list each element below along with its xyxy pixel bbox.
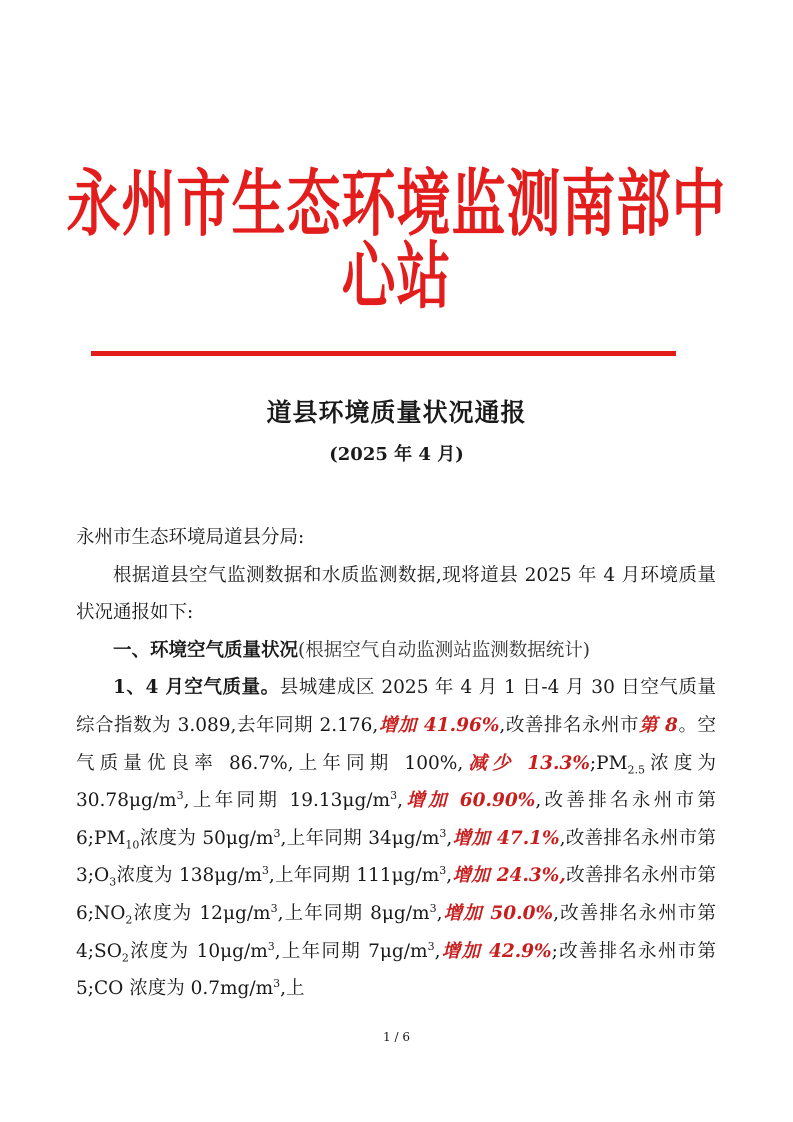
highlight-increase: 增加 50.0% (442, 902, 554, 924)
text-segment: 县城建成区 2025 年 4 月 1 日-4 月 30 日空气质量综合指数为 3.089,去年同期 2.176, (76, 677, 716, 736)
text-segment: 改善排名永州市第 6; (76, 865, 716, 924)
highlight-decrease: 减少 13.3% (463, 752, 590, 774)
text-segment: , (434, 940, 441, 962)
unit-superscript: 3 (390, 789, 398, 802)
text-segment: 浓度为 10μg/m (128, 940, 268, 962)
document-body (76, 519, 716, 1008)
item-1-paragraph (76, 669, 716, 1007)
pollutant-pm25: $PM_{2.5}$ (596, 752, 646, 777)
text-segment: 浓度为 50μg/m (139, 827, 274, 849)
section-1-heading-line (76, 632, 716, 670)
text-segment: ;改善排名永州市第 5;CO 浓度为 0.7mg/m (76, 940, 716, 1000)
highlight-increase: 增加 41.96% (378, 714, 500, 736)
unit-superscript: 3 (439, 864, 447, 878)
text-segment: ,上 (280, 978, 305, 1000)
document-title: 道县环境质量状况通报 (266, 398, 527, 427)
text-segment: 浓度为 30.78μg/m (76, 752, 716, 812)
page-indicator: 1 / 6 (383, 1030, 410, 1044)
section-1-heading: 一、环境空气质量状况 (113, 639, 299, 661)
text-segment: ,改善排名永州市第 6; (76, 790, 717, 849)
text-segment: 浓度为 138μg/m (116, 865, 262, 887)
unit-superscript: 3 (270, 901, 278, 915)
unit-superscript: 3 (267, 939, 275, 953)
pollutant-so2: $SO_2$ (94, 940, 129, 965)
pollutant-no2: $NO_2$ (94, 902, 133, 927)
recipient-line: 永州市生态环境局道县分局: (76, 527, 305, 548)
text-segment: ,改善排名永州市第 3; (76, 827, 716, 887)
text-segment: ,改善排名永州市 (499, 714, 640, 736)
highlight-increase: 增加 60.90% (402, 790, 536, 812)
text-segment: ,上年同期 19.13μg/m (183, 790, 391, 812)
text-segment: , (446, 865, 453, 887)
text-segment: 浓度为 12μg/m (132, 902, 271, 924)
pollutant-pm10: $PM_{10}$ (94, 827, 140, 852)
unit-superscript: 3 (273, 826, 281, 840)
letterhead-red-rule (91, 351, 676, 356)
unit-superscript: 3 (176, 789, 184, 802)
pollutant-o3: $O_3$ (94, 865, 117, 890)
item-1-lead: 1、4 月空气质量。 (113, 677, 280, 699)
org-letterhead-title: 永州市生态环境监测南部中心站 (66, 161, 727, 320)
unit-superscript: 3 (261, 864, 269, 878)
text-segment: ,改善排名永州市第 4; (76, 902, 716, 962)
unit-superscript: 3 (427, 939, 435, 953)
unit-superscript: 3 (273, 976, 281, 990)
text-segment: ; (589, 752, 597, 774)
text-segment: ,上年同期 111μg/m (268, 865, 440, 887)
text-segment: ,上年同期 7μg/m (274, 940, 428, 962)
text-segment: , (436, 902, 443, 924)
text-segment: , (446, 827, 453, 849)
highlight-increase: 增加 42.9% (440, 940, 552, 962)
unit-superscript: 3 (439, 826, 447, 840)
text-segment: , (397, 790, 403, 812)
document-subtitle: (2025 年 4 月) (329, 444, 464, 465)
unit-superscript: 3 (429, 901, 437, 915)
text-segment: ,上年同期 8μg/m (277, 902, 430, 924)
section-1-note: (根据空气自动监测站监测数据统计) (298, 639, 590, 661)
text-segment: ,上年同期 34μg/m (280, 827, 440, 849)
text-segment: 。空气质量优良率 86.7%,上年同期 100%, (76, 714, 716, 774)
highlight-increase: 增加 24.3%, (452, 865, 566, 887)
intro-paragraph: 根据道县空气监测数据和水质监测数据,现将道县 2025 年 4 月环境质量状况通报如下: (76, 564, 716, 624)
highlight-increase: 增加 47.1% (452, 827, 560, 849)
highlight-rank: 第 8 (639, 714, 678, 736)
